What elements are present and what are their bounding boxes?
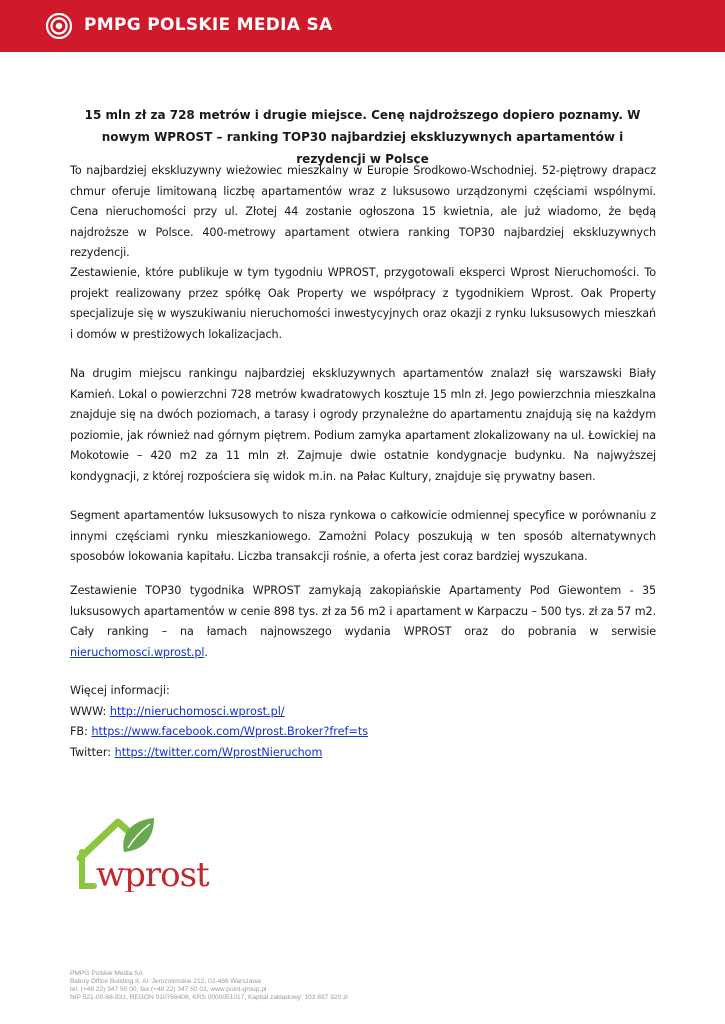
more-info-heading: Więcej informacji: (70, 684, 170, 697)
paragraph-4: Segment apartamentów luksusowych to nisza rynkowa o całkowicie odmiennej specyfice w porównaniu z innymi częściami rynku mieszkaniowego. Zamożni Polacy poszukują w ten sposób alternatywnych sposobów lokowania kapitału. Liczba transakcji rośnie, a oferta jest coraz bardziej wyszukana. (70, 509, 656, 564)
header-bar (0, 0, 725, 52)
brand-name: PMPG POLSKIE MEDIA SA (84, 15, 333, 35)
paragraph-3: Na drugim miejscu rankingu najbardziej ekskluzywnych apartamentów znalazł się warszawski Biały Kamień. Lokal o powierzchni 728 metrów kwadratowych kosztuje 15 mln zł. Jego powierzchnia mieszkalna znajduje się na dwóch poziomach, a tarasy i ogrody przynależne do apartamentu znajdują się na każdym poziomie, jak również nad górnym piętrem. Podium zamyka apartament zlokalizowany na ul. Łowickiej na Mokotowie – 420 m2 za 11 mln zł. Zajmuje dwie ostatnie kondygnacje budynku. Na najwyższej kondygnacji, z której rozpościera się widok m.in. na Pałac Kultury, znajduje się prywatny basen. (70, 367, 656, 483)
www-link[interactable]: http://nieruchomosci.wprost.pl/ (109, 704, 285, 718)
wprost-wordmark: wprost (96, 855, 209, 892)
wprost-logo (74, 812, 222, 892)
fb-label: FB: (70, 725, 92, 739)
twitter-label: Twitter: (70, 745, 115, 759)
footer-line-1: PMPG Polskie Media SA (70, 970, 143, 977)
paragraph-2: Zestawienie, które publikuje w tym tygodniu WPROST, przygotowali eksperci Wprost Nieruchomości. To projekt realizowany przez spółkę Oak Property we współpracy z tygodnikiem Wprost. Oak Property specjalizuje się w wyszukiwaniu nieruchomości inwestycyjnych oraz okazji z rynku luksusowych mieszkań i domów w prestiżowych lokalizacjach. (70, 266, 656, 341)
fb-row (70, 722, 368, 743)
facebook-link[interactable]: https://www.facebook.com/Wprost.Broker?fref=ts (91, 725, 369, 739)
paragraph-1: To najbardziej ekskluzywny wieżowiec mieszkalny w Europie Środkowo-Wschodniej. 52-piętrowy drapacz chmur oferuje limitowaną liczbę apartamentów wraz z luksusowo urządzonymi częściami wspólnymi. Cena nieruchomości przy ul. Złotej 44 zostanie ogłoszona 15 kwietnia, ale już wiadomo, że będą najdroższe w Polsce. 400-metrowy apartament otwiera ranking TOP30 najbardziej ekskluzywnych rezydencji. (70, 164, 656, 260)
twitter-row (70, 743, 368, 764)
www-row (70, 702, 368, 723)
footer-line-2: Batory Office Building II, Al. Jerozolimskie 212, 02-486 Warszawa (70, 978, 261, 985)
press-release-title: 15 mln zł za 728 metrów i drugie miejsce. Cenę najdroższego dopiero poznamy. W nowym WPROST – ranking TOP30 najbardziej ekskluzywnych apartamentów i rezydencji w Polsce (84, 108, 641, 166)
paragraph-5-text: Zestawienie TOP30 tygodnika WPROST zamykają zakopiańskie Apartamenty Pod Giewontem - 35 luksusowych apartamentów w cenie 898 tys. zł za 56 m2 i apartament w Karpaczu – 500 tys. zł za 57 m2. Cały ranking – na łamach najnowszego wydania WPROST oraz do pobrania w serwisie (70, 584, 656, 639)
footer-line-4: NIP 521-00-88-831, REGON 010768408, KRS 0000051017, Kapitał zakładowy: 103 897 320 zł (70, 994, 348, 1001)
pmpg-logo-icon (46, 13, 72, 39)
paragraph-5-end: . (204, 645, 208, 659)
more-info-section (70, 681, 368, 763)
twitter-link[interactable]: https://twitter.com/WprostNieruchom (114, 745, 323, 759)
footer-line-3: tel. (+48 22) 347 50 00, fax (+48 22) 347 50 01, www.point-group.pl (70, 986, 267, 993)
nieruchomosci-link[interactable]: nieruchomosci.wprost.pl (70, 645, 205, 659)
www-label: WWW: (70, 704, 110, 718)
paragraph-5 (70, 581, 656, 663)
company-footer (70, 970, 348, 1002)
